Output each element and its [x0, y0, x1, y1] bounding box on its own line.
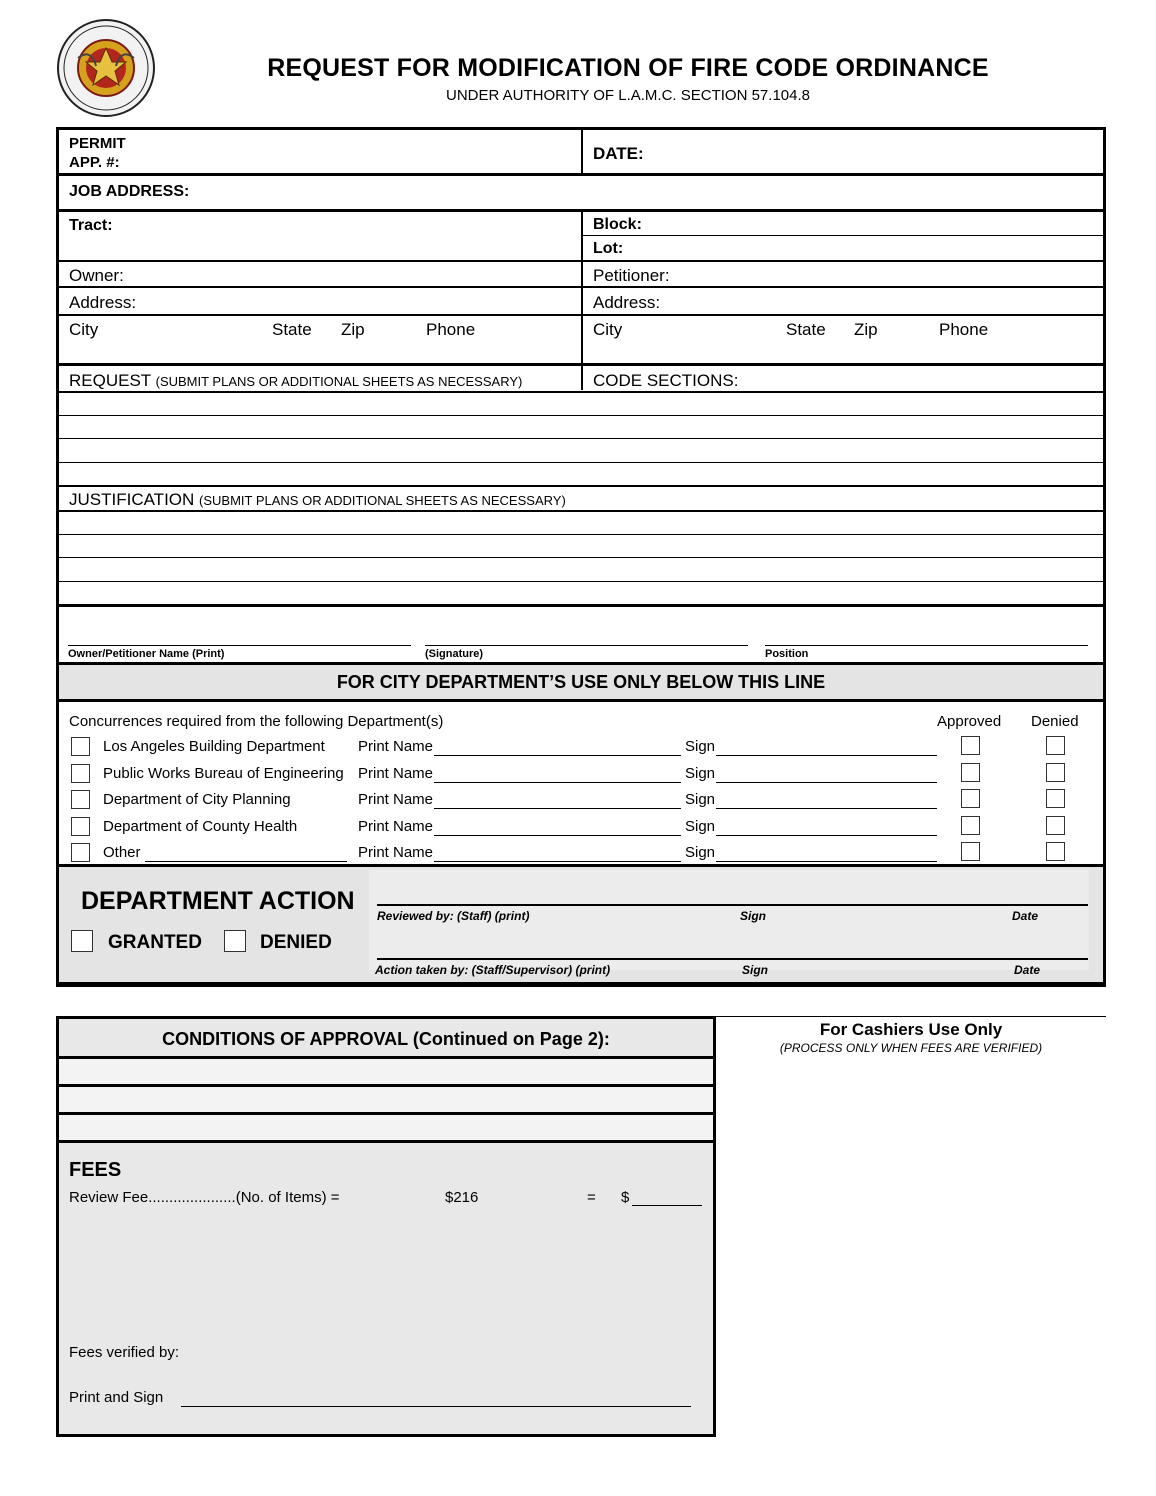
department-name: Department of City Planning — [103, 791, 291, 808]
conditions-title: CONDITIONS OF APPROVAL (Continued on Page 2): — [162, 1029, 610, 1049]
conditions-fees-box — [56, 1016, 716, 1437]
granted-label: GRANTED — [108, 932, 202, 953]
city-use-banner: FOR CITY DEPARTMENT’S USE ONLY BELOW THIS LINE — [336, 672, 826, 692]
denied-checkbox[interactable] — [1046, 842, 1065, 861]
sign-field[interactable] — [716, 861, 937, 862]
approved-checkbox[interactable] — [961, 736, 980, 755]
review-fee-label: Review Fee.....................(No. of Items) = — [69, 1189, 340, 1206]
code-sections-label: CODE SECTIONS: — [593, 371, 739, 390]
print-name-field[interactable] — [434, 755, 681, 756]
owner-address-label: Address: — [69, 293, 137, 312]
department-row — [59, 735, 1103, 759]
approved-checkbox[interactable] — [961, 789, 980, 808]
petitioner-label: Petitioner: — [593, 266, 670, 285]
sign-label: Sign — [685, 764, 716, 782]
granted-checkbox[interactable] — [71, 930, 93, 952]
print-name-label: Print Name — [358, 764, 434, 782]
other-department-field[interactable] — [145, 861, 347, 862]
owner-name-print-label: Owner/Petitioner Name (Print) — [68, 648, 225, 660]
owner-state-label: State — [272, 320, 312, 339]
department-row — [59, 815, 1103, 839]
sign-label: Sign — [685, 791, 716, 808]
fire-department-seal — [56, 18, 156, 118]
request-label: REQUEST (SUBMIT PLANS OR ADDITIONAL SHEETS AS NECESSARY) — [69, 371, 523, 390]
approved-checkbox[interactable] — [961, 842, 980, 861]
justification-label: JUSTIFICATION (SUBMIT PLANS OR ADDITIONAL SHEETS AS NECESSARY) — [69, 490, 566, 509]
denied-checkbox[interactable] — [1046, 736, 1065, 755]
fee-total-field[interactable] — [632, 1205, 702, 1206]
department-name: Public Works Bureau of Engineering — [103, 764, 344, 782]
fees-verified-label: Fees verified by: — [69, 1344, 180, 1361]
dollar-sign: $ — [621, 1189, 630, 1206]
concurrences-label: Concurrences required from the following Department(s) — [69, 713, 444, 730]
print-sign-label: Print and Sign — [69, 1389, 164, 1406]
department-row — [59, 841, 1103, 865]
department-name: Department of County Health — [103, 817, 298, 835]
approved-checkbox[interactable] — [961, 816, 980, 835]
print-sign-field[interactable] — [181, 1406, 691, 1407]
action-sign-label: Sign — [742, 963, 768, 977]
sign-field[interactable] — [716, 808, 937, 809]
job-address-label: JOB ADDRESS: — [69, 183, 190, 200]
department-name: Other — [103, 844, 141, 861]
owner-city-label: City — [69, 320, 99, 339]
approved-header: Approved — [937, 713, 1002, 730]
block-label: Block: — [593, 216, 642, 233]
denied-checkbox[interactable] — [1046, 816, 1065, 835]
sign-field[interactable] — [716, 835, 937, 836]
print-name-label: Print Name — [358, 817, 434, 835]
department-name: Los Angeles Building Department — [103, 738, 325, 755]
print-name-field[interactable] — [434, 808, 681, 809]
print-name-label: Print Name — [358, 791, 434, 808]
sign-field[interactable] — [716, 755, 937, 756]
petitioner-zip-label: Zip — [854, 320, 878, 339]
sign-field[interactable] — [716, 782, 937, 783]
print-name-label: Print Name — [358, 738, 434, 755]
denied-checkbox[interactable] — [1046, 763, 1065, 782]
print-name-label: Print Name — [358, 844, 434, 861]
print-name-field[interactable] — [434, 782, 681, 783]
owner-phone-label: Phone — [426, 320, 476, 339]
main-form-frame — [56, 127, 1106, 987]
print-name-field[interactable] — [434, 861, 681, 862]
sign-label: Sign — [685, 844, 716, 861]
petitioner-phone-label: Phone — [939, 320, 989, 339]
department-checkbox[interactable] — [71, 843, 90, 862]
cashier-note: (PROCESS ONLY WHEN FEES ARE VERIFIED) — [779, 1041, 1043, 1055]
position-label: Position — [765, 648, 809, 660]
sign-label: Sign — [685, 738, 716, 755]
department-action-title: DEPARTMENT ACTION — [81, 887, 355, 915]
department-checkbox[interactable] — [71, 817, 90, 836]
owner-label: Owner: — [69, 266, 124, 285]
department-checkbox[interactable] — [71, 790, 90, 809]
petitioner-address-label: Address: — [593, 293, 661, 312]
petitioner-city-label: City — [593, 320, 623, 339]
denied-checkbox[interactable] — [1046, 789, 1065, 808]
department-row — [59, 762, 1103, 786]
department-checkbox[interactable] — [71, 764, 90, 783]
reviewed-sign-label: Sign — [740, 909, 766, 923]
signature-label: (Signature) — [425, 648, 484, 660]
reviewed-by-label: Reviewed by: (Staff) (print) — [377, 909, 530, 923]
permit-app-label: APP. #: — [69, 154, 120, 171]
reviewed-date-label: Date — [1012, 909, 1039, 923]
date-label: DATE: — [593, 144, 644, 163]
cashier-title: For Cashiers Use Only — [819, 1020, 1003, 1039]
petitioner-state-label: State — [786, 320, 826, 339]
sign-label: Sign — [685, 817, 716, 835]
action-taken-by-label: Action taken by: (Staff/Supervisor) (print) — [375, 963, 611, 977]
equals-sign: = — [587, 1189, 596, 1206]
action-date-label: Date — [1014, 963, 1041, 977]
fees-title: FEES — [69, 1159, 122, 1181]
action-denied-label: DENIED — [260, 932, 332, 953]
department-checkbox[interactable] — [71, 737, 90, 756]
lot-label: Lot: — [593, 240, 624, 257]
denied-header: Denied — [1031, 713, 1079, 730]
print-name-field[interactable] — [434, 835, 681, 836]
permit-label: PERMIT — [69, 135, 126, 152]
tract-label: Tract: — [69, 217, 113, 234]
form-subtitle: UNDER AUTHORITY OF L.A.M.C. SECTION 57.104.8 — [446, 87, 810, 104]
review-fee-amount: $216 — [445, 1189, 479, 1206]
form-title: REQUEST FOR MODIFICATION OF FIRE CODE ORDINANCE — [267, 54, 989, 82]
approved-checkbox[interactable] — [961, 763, 980, 782]
denied-checkbox[interactable] — [224, 930, 246, 952]
owner-zip-label: Zip — [341, 320, 365, 339]
department-row — [59, 788, 1103, 812]
